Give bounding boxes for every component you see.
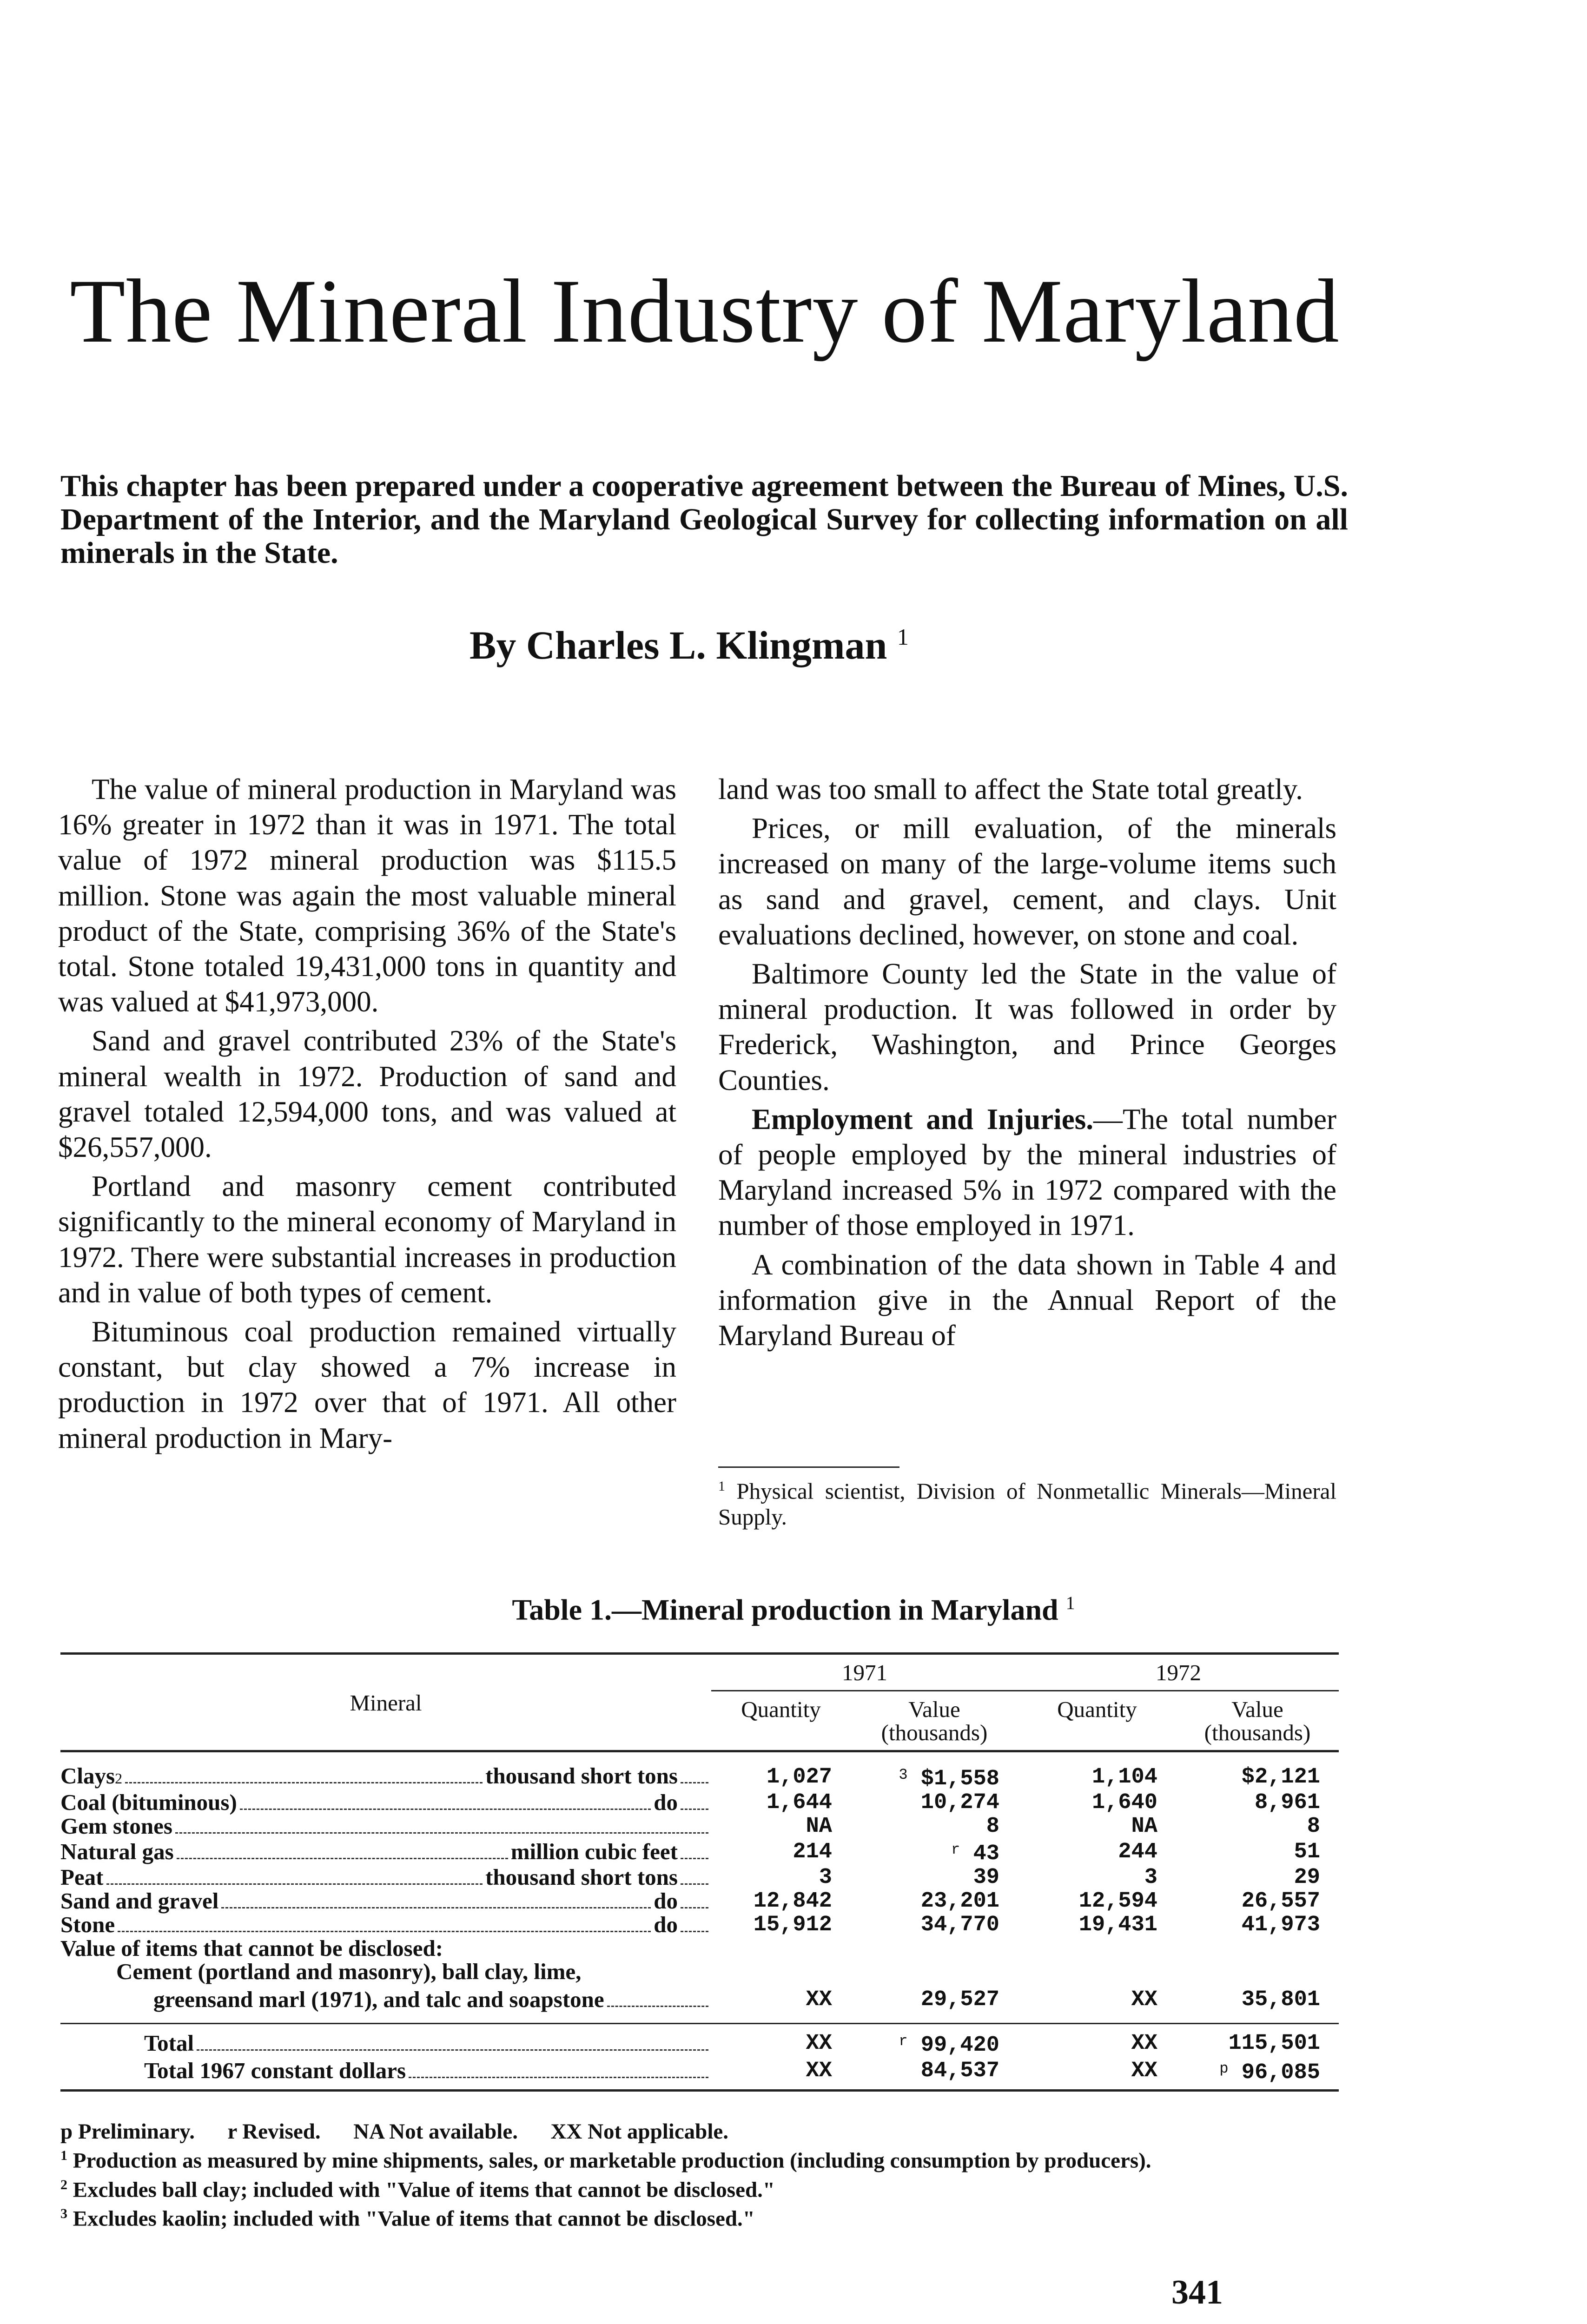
footnote: [718, 1473, 1336, 1530]
mineral-label: Sand and gravel: [60, 1888, 219, 1914]
value-1972: [1176, 1763, 1339, 1791]
value-1972-text: 96,085: [1241, 2060, 1320, 2085]
table-row: [60, 1763, 1339, 1791]
quantity-1972-text: 1,640: [1091, 1790, 1157, 1815]
footnote-rule: [718, 1466, 899, 1468]
value-1972-text: 26,557: [1241, 1888, 1320, 1914]
quantity-1971: [711, 1866, 851, 1889]
paragraph: Prices, or mill evaluation, of the minerals increased on many of the large-volume items such as sand and gravel, cement, and clays. Unit evaluations declined, however, on stone and coal.: [718, 812, 1336, 951]
quantity-1972-text: XX: [1131, 1987, 1157, 2012]
dot-leader: [681, 1782, 708, 1783]
table-notes: [60, 2119, 1339, 2231]
quantity-1972-text: XX: [1131, 2058, 1157, 2083]
mineral-name: [60, 1763, 711, 1791]
value-unit: (thousands): [881, 1720, 988, 1745]
table-row: [60, 1937, 1339, 1960]
value-1971-text: $1,558: [920, 1767, 999, 1791]
unit-label: do: [654, 1912, 678, 1937]
value-1971: [851, 1815, 1018, 1838]
quantity-1971: [711, 1763, 851, 1791]
run-in-heading: Employment and Injuries.: [752, 1103, 1093, 1136]
quantity-1971-text: XX: [806, 1987, 832, 2012]
value-1971-text: 99,420: [920, 2033, 999, 2058]
value-1971-text: 34,770: [920, 1912, 999, 1937]
quantity-1972: [1018, 1838, 1176, 1866]
quantity-1972: [1018, 1889, 1176, 1913]
quantity-1971-text: 214: [793, 1839, 832, 1864]
paragraph: Sand and gravel contributed 23% of the State's mineral wealth in 1972. Production of sand and gravel totaled 12,594,000 tons, and was valued at $26,557,000.: [58, 1024, 676, 1164]
value-1971: [851, 1913, 1018, 1937]
note-mark: 3: [60, 2206, 67, 2222]
note-text: Excludes kaolin; included with "Value of items that cannot be disclosed.": [73, 2206, 755, 2231]
value-mark: r: [951, 1841, 960, 1858]
value-1971-text: 39: [973, 1865, 999, 1890]
table-row: [60, 1960, 1339, 1983]
col-header-value: [851, 1691, 1018, 1751]
legend-not-available: NA Not available.: [353, 2119, 518, 2144]
value-mark: r: [899, 2033, 908, 2050]
quantity-1972: [1018, 1791, 1176, 1815]
table-legend: [60, 2119, 1339, 2144]
value-1972: [1176, 1889, 1339, 1913]
quantity-1972-text: 3: [1144, 1865, 1157, 1890]
quantity-1971: [711, 2024, 851, 2058]
table-row-total-constant: [60, 2057, 1339, 2091]
author-footnote-mark: 1: [897, 624, 909, 650]
table-row: [60, 1913, 1339, 1937]
mineral-name: [60, 1791, 711, 1815]
value-label: Value: [908, 1697, 960, 1722]
paragraph-text: —The total number of people employed by the mineral industries of Maryland increased 5% in 1972 compared with the number of those employed in 1971.: [718, 1103, 1336, 1242]
value-1972: [1176, 1913, 1339, 1937]
table-caption: [0, 1592, 1587, 1627]
value-1972: [1176, 1866, 1339, 1889]
footnote-mark: 2: [115, 1770, 123, 1787]
value-1971-text: 23,201: [920, 1888, 999, 1914]
right-column: [718, 772, 1336, 1357]
quantity-1972-text: NA: [1131, 1814, 1157, 1839]
note-text: Excludes ball clay; included with "Value of items that cannot be disclosed.": [73, 2178, 775, 2202]
col-header-1971: 1971: [711, 1654, 1018, 1691]
mineral-name: [60, 1866, 711, 1889]
table-note: [60, 2144, 1339, 2173]
quantity-1971: [711, 2057, 851, 2091]
mineral-production-table: [60, 1652, 1339, 2092]
dot-leader: [125, 1782, 483, 1783]
dot-leader: [681, 1809, 708, 1810]
legend-preliminary: p Preliminary.: [60, 2119, 195, 2144]
col-header-quantity: Quantity: [741, 1697, 821, 1722]
undisclosed-heading: Value of items that cannot be disclosed:: [60, 1935, 443, 1961]
value-mark: p: [1219, 2060, 1229, 2077]
paragraph: Baltimore County led the State in the value of mineral production. It was followed in order by Frederick, Washington, and Prince Georges Counties.: [718, 957, 1336, 1096]
value-1971: [851, 2024, 1018, 2058]
table-row: [60, 1815, 1339, 1838]
quantity-1972-text: 12,594: [1078, 1888, 1157, 1914]
table-row: [60, 1791, 1339, 1815]
quantity-1972-text: 244: [1118, 1839, 1157, 1864]
legend-not-applicable: XX Not applicable.: [550, 2119, 728, 2144]
table-row: [60, 1889, 1339, 1913]
quantity-1971: [711, 1791, 851, 1815]
paragraph-continuation: land was too small to affect the State total greatly.: [718, 773, 1303, 805]
dot-leader: [106, 1883, 483, 1885]
mineral-name: [60, 1913, 711, 1937]
undisclosed-line-text: greensand marl (1971), and talc and soapstone: [153, 1987, 604, 2012]
quantity-1972: [1018, 1815, 1176, 1838]
value-unit: (thousands): [1204, 1720, 1311, 1745]
col-header-1972: 1972: [1018, 1654, 1339, 1691]
value-1972-text: 51: [1294, 1839, 1320, 1864]
table-caption-mark: 1: [1065, 1592, 1075, 1613]
value-1971-text: 43: [973, 1842, 999, 1866]
quantity-1971-text: 3: [819, 1865, 832, 1890]
total-constant-label-text: Total 1967 constant dollars: [144, 2058, 406, 2083]
value-1972-text: 35,801: [1241, 1987, 1320, 2012]
value-1972-text: 29: [1294, 1865, 1320, 1890]
mineral-label: Peat: [60, 1864, 104, 1890]
value-1971-text: 10,274: [920, 1790, 999, 1815]
paragraph: The value of mineral production in Maryland was 16% greater in 1972 than it was in 1971. The total value of 1972 mineral production was $115.5 million. Stone was again the most valuable mineral product of the State, comprising 36% of the State's total. Stone totaled 19,431,000 tons in quantity and was valued at $41,973,000.: [58, 773, 676, 1018]
author-name: By Charles L. Klingman: [469, 623, 887, 667]
mineral-name: [60, 1815, 711, 1838]
mineral-label: Clays: [60, 1763, 115, 1789]
value-1972-text: 41,973: [1241, 1912, 1320, 1937]
value-1972-text: 8: [1307, 1814, 1320, 1839]
value-1972-text: $2,121: [1241, 1764, 1320, 1789]
unit-label: million cubic feet: [510, 1839, 678, 1864]
undisclosed-line: [60, 1983, 711, 2024]
paragraph: [718, 1102, 1336, 1243]
value-1971: [851, 1763, 1018, 1791]
quantity-1971-text: 1,644: [766, 1790, 832, 1815]
value-1972: [1176, 1791, 1339, 1815]
mineral-label: Stone: [60, 1912, 115, 1937]
footnote-text: Physical scientist, Division of Nonmetallic Minerals—Mineral Supply.: [718, 1478, 1337, 1530]
total-label: [60, 2024, 711, 2058]
note-mark: 1: [60, 2148, 67, 2163]
col-header-quantity: Quantity: [1057, 1697, 1137, 1722]
value-mark: 3: [899, 1766, 908, 1783]
mineral-name: [60, 1838, 711, 1866]
table-row: [60, 1983, 1339, 2024]
quantity-1972: [1018, 2057, 1176, 2091]
value-1971: [851, 1889, 1018, 1913]
dot-leader: [681, 1907, 708, 1908]
dot-leader: [221, 1907, 651, 1908]
quantity-1972-text: 1,104: [1091, 1764, 1157, 1789]
value-1972-text: 8,961: [1254, 1790, 1320, 1815]
value-1972: [1176, 1983, 1339, 2024]
value-1971-text: 29,527: [920, 1987, 999, 2012]
dot-leader: [177, 1858, 508, 1859]
quantity-1971-text: 12,842: [753, 1888, 832, 1914]
total-label-text: Total: [144, 2030, 194, 2056]
quantity-1971: [711, 1913, 851, 1937]
value-1971: [851, 2057, 1018, 2091]
value-1971: [851, 1838, 1018, 1866]
value-1972: [1176, 2024, 1339, 2058]
mineral-label: Coal (bituminous): [60, 1789, 237, 1815]
value-1971: [851, 1791, 1018, 1815]
undisclosed-line: Cement (portland and masonry), ball clay, lime,: [116, 1959, 582, 1984]
footnote-mark: 1: [718, 1479, 725, 1494]
unit-label: do: [654, 1789, 678, 1815]
quantity-1972: [1018, 2024, 1176, 2058]
note-text: Production as measured by mine shipments, sales, or marketable production (including consumption by producers).: [73, 2148, 1151, 2173]
paragraph: A combination of the data shown in Table 4 and information give in the Annual Report of the Maryland Bureau of: [718, 1248, 1336, 1352]
table-row-total: [60, 2024, 1339, 2058]
quantity-1972: [1018, 1913, 1176, 1937]
dot-leader: [197, 2049, 708, 2051]
quantity-1972: [1018, 1983, 1176, 2024]
col-header-mineral: Mineral: [350, 1690, 422, 1716]
unit-label: thousand short tons: [485, 1763, 678, 1789]
table-caption-text: Table 1.—Mineral production in Maryland: [512, 1593, 1058, 1626]
author-byline: [469, 622, 909, 668]
value-1971: [851, 1983, 1018, 2024]
quantity-1972-text: 19,431: [1078, 1912, 1157, 1937]
table-note: [60, 2173, 1339, 2202]
value-1972-text: 115,501: [1228, 2031, 1320, 2056]
quantity-1971: [711, 1889, 851, 1913]
dot-leader: [175, 1832, 708, 1834]
quantity-1971: [711, 1983, 851, 2024]
dot-leader: [681, 1858, 708, 1859]
unit-label: thousand short tons: [485, 1864, 678, 1890]
quantity-1971: [711, 1815, 851, 1838]
dot-leader: [118, 1931, 651, 1932]
quantity-1971-text: NA: [806, 1814, 832, 1839]
value-1971-text: 8: [986, 1814, 999, 1839]
chapter-intro: This chapter has been prepared under a cooperative agreement between the Bureau of Mines, U.S. Department of the Interior, and the Maryland Geological Survey for collecting information on all minerals in the State.: [60, 469, 1348, 570]
mineral-label: Gem stones: [60, 1813, 172, 1839]
mineral-label: Natural gas: [60, 1839, 174, 1864]
dot-leader: [681, 1883, 708, 1885]
table-note: [60, 2202, 1339, 2231]
quantity-1971-text: 15,912: [753, 1912, 832, 1937]
paragraph: Portland and masonry cement contributed significantly to the mineral economy of Maryland in 1972. There were substantial increases in production and in value of both types of cement.: [58, 1170, 676, 1309]
page-title: The Mineral Industry of Maryland: [70, 261, 1340, 362]
value-1972: [1176, 1815, 1339, 1838]
value-1972: [1176, 1838, 1339, 1866]
quantity-1971: [711, 1838, 851, 1866]
value-1972: [1176, 2057, 1339, 2091]
left-column: [58, 772, 676, 1459]
dot-leader: [240, 1809, 651, 1810]
col-header-value: [1176, 1691, 1339, 1751]
quantity-1971-text: 1,027: [766, 1764, 832, 1789]
dot-leader: [681, 1931, 708, 1932]
table-row: [60, 1838, 1339, 1866]
quantity-1972: [1018, 1763, 1176, 1791]
value-1971-text: 84,537: [920, 2058, 999, 2083]
quantity-1971-text: XX: [806, 2031, 832, 2056]
note-mark: 2: [60, 2177, 67, 2192]
table-row: [60, 1866, 1339, 1889]
quantity-1972: [1018, 1866, 1176, 1889]
dot-leader: [409, 2077, 708, 2078]
page-number: 341: [1171, 2273, 1223, 2311]
paragraph: Bituminous coal production remained virtually constant, but clay showed a 7% increase in production in 1972 over that of 1971. All other mineral production in Mary-: [58, 1315, 676, 1454]
quantity-1972-text: XX: [1131, 2031, 1157, 2056]
unit-label: do: [654, 1888, 678, 1914]
quantity-1971-text: XX: [806, 2058, 832, 2083]
value-label: Value: [1231, 1697, 1283, 1722]
value-1971: [851, 1866, 1018, 1889]
dot-leader: [607, 2006, 708, 2007]
legend-revised: r Revised.: [227, 2119, 321, 2144]
mineral-name: [60, 1889, 711, 1913]
total-constant-label: [60, 2057, 711, 2091]
